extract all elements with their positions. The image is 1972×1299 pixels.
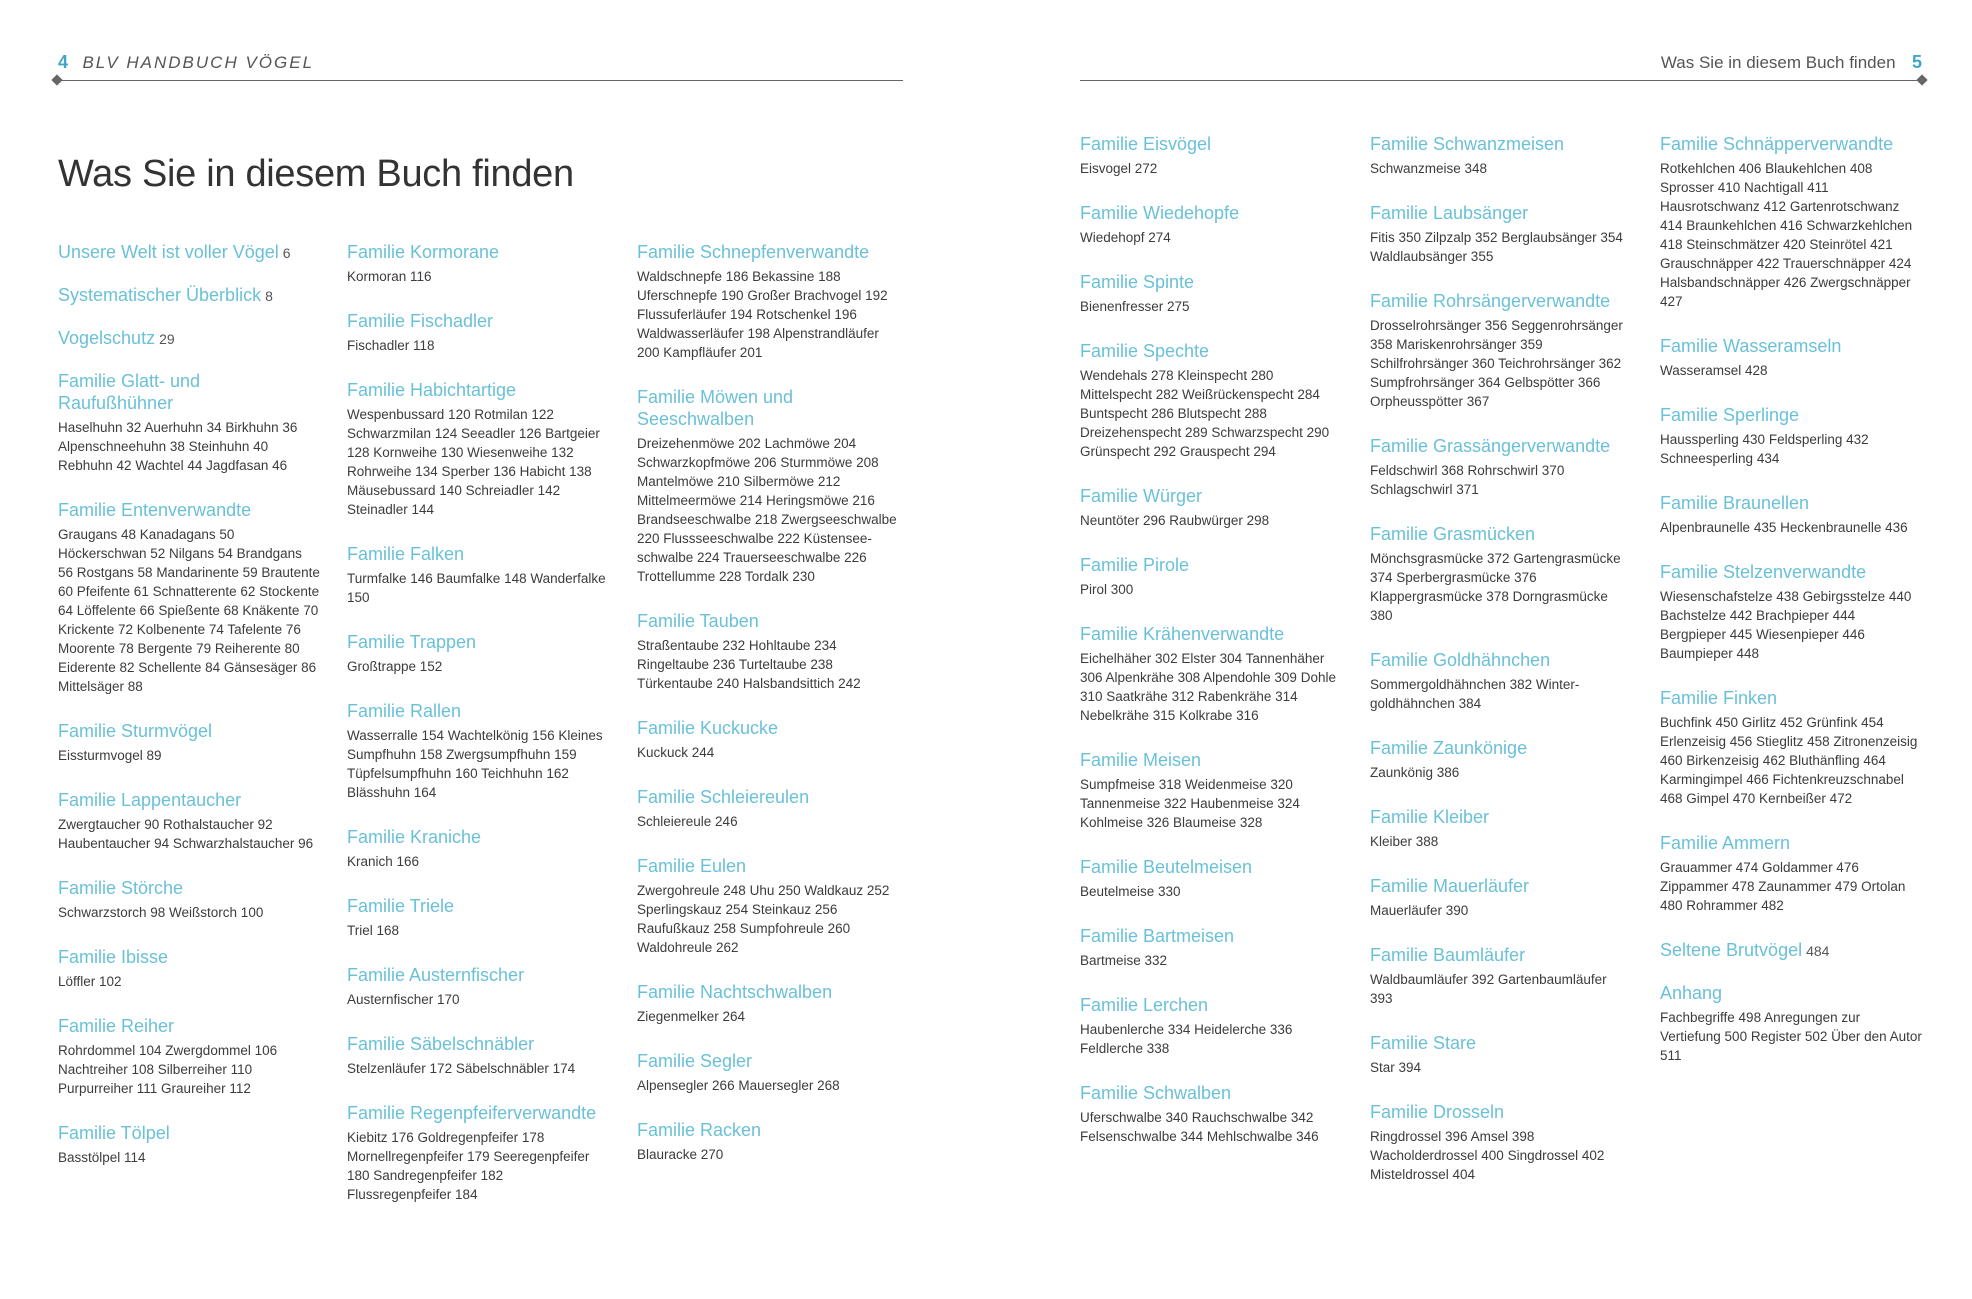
toc-section-title-text: Familie Reiher <box>58 1016 175 1036</box>
toc-section-title <box>1370 202 1632 224</box>
toc-section-title <box>1370 649 1632 671</box>
toc-page-number: 484 <box>1806 943 1830 959</box>
toc-section-title <box>637 981 899 1003</box>
toc-section-title <box>1080 202 1342 224</box>
toc-species-list: Alpenbraunelle 435 Heckenbraunelle 436 <box>1660 520 1908 535</box>
toc-species-list: Grauammer 474 Goldammer 476 Zippammer 478 Zaunammer 479 Ortolan 480 Rohrammer 482 <box>1660 860 1906 913</box>
toc-species-list: Kiebitz 176 Goldregenpfeifer 178 Mornellregenpfeifer 179 Seeregenpfeifer 180 Sandregenpfeifer 182 Flussregenpfeifer 184 <box>347 1130 590 1202</box>
toc-section-title <box>1370 944 1632 966</box>
toc-entry <box>1080 856 1342 901</box>
right-running-header <box>1080 52 1922 82</box>
toc-entry <box>1080 202 1342 247</box>
toc-entry <box>1370 435 1632 499</box>
toc-species-list: Sumpfmeise 318 Weidenmeise 320 Tannenmeise 322 Haubenmeise 324 Kohlmeise 326 Blaumeise 328 <box>1080 777 1300 830</box>
toc-section-title <box>347 1102 609 1124</box>
toc-entry <box>1660 982 1922 1065</box>
toc-entry <box>1660 939 1922 962</box>
toc-section-title <box>637 786 899 808</box>
toc-species-list: Austernfischer 170 <box>347 992 460 1007</box>
toc-section-title-text: Familie Grasmücken <box>1370 524 1536 544</box>
toc-entry <box>58 327 320 350</box>
toc-section-title <box>1660 832 1922 854</box>
toc-section-title <box>637 855 899 877</box>
toc-entry <box>1370 737 1632 782</box>
toc-section-title <box>1080 749 1342 771</box>
toc-section-title <box>1660 687 1922 709</box>
toc-entry <box>1370 806 1632 851</box>
toc-species-list: Graugans 48 Kanadagans 50 Höckerschwan 52 Nilgans 54 Brandgans 56 Rostgans 58 Mandarinente 59 Brautente 60 Pfeifente 61 Schnatterente 62 Stockente 64 Löffelente 66 Spießente 68 Knäkente 70 Krickente 72 Kolbenente 74 Tafelente 76 Moorente 78 Bergente 79 Reiherente 80 Eiderente 82 Schellente 84 Gänsesäger 86 Mittelsäger 88 <box>58 527 320 694</box>
toc-species-list: Drosselrohrsänger 356 Seggenrohrsänger 358 Mariskenrohrsänger 359 Schilfrohrsänger 360 Teichrohrsänger 362 Sumpfrohrsänger 364 Gelbspötter 366 Orpheusspötter 367 <box>1370 318 1623 409</box>
left-column-1 <box>58 241 320 1191</box>
toc-section-title-text: Familie Tauben <box>637 611 759 631</box>
right-column-1 <box>1080 133 1342 1170</box>
toc-section-title <box>637 717 899 739</box>
toc-section-title <box>637 610 899 632</box>
toc-species-list: Mauerläufer 390 <box>1370 903 1469 918</box>
toc-entry <box>1660 335 1922 380</box>
toc-section-title <box>347 895 609 917</box>
toc-entry <box>1080 133 1342 178</box>
toc-species-list: Kormoran 116 <box>347 269 432 284</box>
toc-section-title-text: Familie Schwalben <box>1080 1083 1232 1103</box>
toc-entry <box>637 855 899 957</box>
toc-section-title-text: Familie Zaunkönige <box>1370 738 1528 758</box>
toc-entry <box>58 720 320 765</box>
right-header-rule <box>1080 80 1922 81</box>
toc-section-title-text: Familie Stelzenverwandte <box>1660 562 1867 582</box>
toc-section-title <box>1080 1082 1342 1104</box>
toc-entry <box>1080 554 1342 599</box>
toc-entry <box>637 386 899 586</box>
toc-section-title <box>347 1033 609 1055</box>
toc-section-title <box>58 877 320 899</box>
toc-entry <box>1660 133 1922 311</box>
toc-section-title-text: Familie Segler <box>637 1051 753 1071</box>
toc-species-list: Zaunkönig 386 <box>1370 765 1460 780</box>
toc-section-title-text: Familie Meisen <box>1080 750 1202 770</box>
left-header-rule <box>57 80 903 81</box>
toc-entry <box>347 379 609 519</box>
toc-species-list: Mönchsgrasmücke 372 Gartengrasmücke 374 Sperbergrasmücke 376 Klappergrasmücke 378 Dorngrasmücke 380 <box>1370 551 1621 623</box>
toc-species-list: Schleiereule 246 <box>637 814 738 829</box>
toc-entry <box>1660 404 1922 468</box>
toc-section-title <box>1660 133 1922 155</box>
toc-species-list: Wespenbussard 120 Rotmilan 122 Schwarzmilan 124 Seeadler 126 Bartgeier 128 Kornweihe 130 Wiesenweihe 132 Rohrweihe 134 Sperber 136 Habicht 138 Mäusebussard 140 Schreiadler 142 Steinadler 144 <box>347 407 600 517</box>
toc-entry <box>637 1119 899 1164</box>
toc-entry <box>58 370 320 475</box>
toc-section-title-text: Familie Finken <box>1660 688 1778 708</box>
toc-section-title <box>58 1015 320 1037</box>
toc-species-list: Löffler 102 <box>58 974 122 989</box>
right-running-head-title: Was Sie in diesem Buch finden <box>1660 53 1896 72</box>
toc-species-list: Eissturmvogel 89 <box>58 748 162 763</box>
toc-species-list: Kleiber 388 <box>1370 834 1439 849</box>
toc-section-title <box>347 310 609 332</box>
toc-species-list: Waldschnepfe 186 Bekassine 188 Uferschnepfe 190 Großer Brachvogel 192 Flussuferläufer 194 Rotschenkel 196 Waldwasserläufer 198 Alpenstrandläufer 200 Kampfläufer 201 <box>637 269 888 360</box>
toc-species-list: Pirol 300 <box>1080 582 1134 597</box>
toc-section-title <box>58 720 320 742</box>
toc-species-list: Wasseramsel 428 <box>1660 363 1768 378</box>
toc-section-title-text: Familie Ammern <box>1660 833 1791 853</box>
toc-species-list: Blauracke 270 <box>637 1147 724 1162</box>
toc-section-title-text: Familie Bartmeisen <box>1080 926 1235 946</box>
toc-section-title <box>58 327 320 350</box>
toc-entry <box>1080 623 1342 725</box>
toc-page-number: 8 <box>265 288 273 304</box>
toc-entry <box>637 786 899 831</box>
toc-section-title-text: Familie Trappen <box>347 632 477 652</box>
toc-entry <box>347 543 609 607</box>
toc-species-list: Stelzenläufer 172 Säbelschnäbler 174 <box>347 1061 576 1076</box>
toc-species-list: Turmfalke 146 Baumfalke 148 Wanderfalke 150 <box>347 571 606 605</box>
toc-entry <box>637 1050 899 1095</box>
toc-entry <box>347 826 609 871</box>
right-page <box>986 0 1972 1299</box>
toc-species-list: Star 394 <box>1370 1060 1422 1075</box>
toc-entry <box>347 895 609 940</box>
toc-species-list: Zwergohreule 248 Uhu 250 Waldkauz 252 Sperlingskauz 254 Steinkauz 256 Raufußkauz 258 Sumpfohreule 260 Waldohreule 262 <box>637 883 890 955</box>
toc-section-title <box>1080 925 1342 947</box>
toc-species-list: Beutelmeise 330 <box>1080 884 1181 899</box>
toc-section-title-text: Familie Racken <box>637 1120 762 1140</box>
left-column-2 <box>347 241 609 1228</box>
toc-section-title <box>1660 492 1922 514</box>
toc-section-title-text: Systematischer Überblick <box>58 285 262 305</box>
toc-entry <box>637 717 899 762</box>
toc-section-title-text: Familie Grassängerverwandte <box>1370 436 1611 456</box>
toc-section-title <box>347 964 609 986</box>
toc-species-list: Kuckuck 244 <box>637 745 715 760</box>
toc-section-title <box>1080 485 1342 507</box>
toc-species-list: Bartmeise 332 <box>1080 953 1168 968</box>
toc-section-title <box>58 241 320 264</box>
toc-section-title <box>1370 737 1632 759</box>
toc-entry <box>58 241 320 264</box>
toc-section-title-text: Familie Pirole <box>1080 555 1190 575</box>
toc-section-title <box>637 241 899 263</box>
page-title: Was Sie in diesem Buch finden <box>58 153 574 195</box>
toc-section-title-text: Familie Goldhähnchen <box>1370 650 1551 670</box>
toc-species-list: Buchfink 450 Girlitz 452 Grünfink 454 Erlenzeisig 456 Stieglitz 458 Zitronenzeisig 460 Birkenzeisig 462 Bluthänfling 464 Karmingimpel 466 Fichtenkreuzschnabel 468 Gimpel 470 Kernbeißer 472 <box>1660 715 1918 806</box>
toc-entry <box>1080 340 1342 461</box>
left-running-head-title: BLV HANDBUCH VÖGEL <box>82 53 315 72</box>
toc-species-list: Dreizehenmöwe 202 Lachmöwe 204 Schwarzkopfmöwe 206 Sturmmöwe 208 Mantelmöwe 210 Silbermöwe 212 Mittelmeermöwe 214 Heringsmöwe 216 Brandseeschwalbe 218 Zwergseeschwalbe 220 Flussseeschwalbe 222 Küstenseeschwalbe 224 Trauerseeschwalbe 226 Trottellumme 228 Tordalk 230 <box>637 436 897 584</box>
toc-section-title-text: Familie Schnepfenverwandte <box>637 242 870 262</box>
toc-section-title <box>1660 939 1922 962</box>
toc-section-title-text: Familie Sperlinge <box>1660 405 1800 425</box>
toc-section-title-text: Familie Stare <box>1370 1033 1477 1053</box>
toc-entry <box>1660 561 1922 663</box>
toc-species-list: Kranich 166 <box>347 854 420 869</box>
toc-section-title <box>1080 340 1342 362</box>
toc-entry <box>1370 133 1632 178</box>
toc-species-list: Wasserralle 154 Wachtelkönig 156 Kleines Sumpfhuhn 158 Zwergsumpfhuhn 159 Tüpfelsumpfhuhn 160 Teichhuhn 162 Blässhuhn 164 <box>347 728 603 800</box>
toc-species-list: Großtrappe 152 <box>347 659 443 674</box>
toc-entry <box>1370 944 1632 1008</box>
toc-section-title <box>347 631 609 653</box>
toc-section-title <box>1370 133 1632 155</box>
toc-section-title-text: Familie Entenverwandte <box>58 500 252 520</box>
toc-entry <box>1660 492 1922 537</box>
toc-section-title-text: Familie Kuckucke <box>637 718 779 738</box>
toc-section-title <box>637 1119 899 1141</box>
toc-section-title <box>58 1122 320 1144</box>
toc-section-title-text: Familie Austernfischer <box>347 965 525 985</box>
toc-entry <box>347 241 609 286</box>
toc-section-title <box>58 284 320 307</box>
toc-species-list: Straßentaube 232 Hohltaube 234 Ringeltaube 236 Turteltaube 238 Türkentaube 240 Halsbandsittich 242 <box>637 638 861 691</box>
toc-entry <box>1080 925 1342 970</box>
toc-section-title <box>347 379 609 401</box>
toc-section-title-text: Familie Rallen <box>347 701 462 721</box>
toc-section-title-text: Familie Ibisse <box>58 947 169 967</box>
toc-section-title <box>1370 290 1632 312</box>
toc-species-list: Wiedehopf 274 <box>1080 230 1171 245</box>
toc-entry <box>1080 271 1342 316</box>
toc-section-title-text: Familie Regenpfeiferverwandte <box>347 1103 597 1123</box>
toc-section-title <box>347 241 609 263</box>
toc-species-list: Neuntöter 296 Raubwürger 298 <box>1080 513 1270 528</box>
toc-entry <box>1370 649 1632 713</box>
toc-species-list: Haselhuhn 32 Auerhuhn 34 Birkhuhn 36 Alpenschneehuhn 38 Steinhuhn 40 Rebhuhn 42 Wachtel 44 Jagdfasan 46 <box>58 420 298 473</box>
toc-section-title <box>637 386 899 430</box>
toc-species-list: Eisvogel 272 <box>1080 161 1158 176</box>
toc-species-list: Fitis 350 Zilpzalp 352 Berglaubsänger 354 Waldlaubsänger 355 <box>1370 230 1623 264</box>
toc-section-title-text: Familie Glatt- und Raufußhühner <box>58 371 201 413</box>
toc-species-list: Feldschwirl 368 Rohrschwirl 370 Schlagschwirl 371 <box>1370 463 1565 497</box>
toc-section-title-text: Familie Falken <box>347 544 465 564</box>
toc-entry <box>58 877 320 922</box>
toc-section-title <box>1080 623 1342 645</box>
toc-species-list: Ringdrossel 396 Amsel 398 Wacholderdrossel 400 Singdrossel 402 Misteldrossel 404 <box>1370 1129 1605 1182</box>
toc-section-title <box>1080 133 1342 155</box>
toc-section-title-text: Familie Rohrsängerverwandte <box>1370 291 1611 311</box>
toc-section-title <box>1370 1101 1632 1123</box>
toc-section-title-text: Familie Spechte <box>1080 341 1210 361</box>
toc-entry <box>637 241 899 362</box>
right-column-3 <box>1660 133 1922 1089</box>
toc-section-title <box>1660 561 1922 583</box>
toc-section-title <box>347 826 609 848</box>
toc-section-title <box>1080 856 1342 878</box>
toc-section-title-text: Familie Lappentaucher <box>58 790 242 810</box>
toc-entry <box>1660 832 1922 915</box>
toc-species-list: Bienenfresser 275 <box>1080 299 1190 314</box>
right-page-number: 5 <box>1911 52 1922 72</box>
toc-species-list: Basstölpel 114 <box>58 1150 146 1165</box>
toc-section-title <box>1660 982 1922 1004</box>
toc-section-title <box>1370 523 1632 545</box>
left-running-header <box>58 52 904 82</box>
toc-section-title-text: Familie Eisvögel <box>1080 134 1212 154</box>
toc-section-title <box>347 543 609 565</box>
toc-species-list: Ziegenmelker 264 <box>637 1009 746 1024</box>
right-column-2 <box>1370 133 1632 1208</box>
toc-section-title <box>58 370 320 414</box>
toc-species-list: Uferschwalbe 340 Rauchschwalbe 342 Felsenschwalbe 344 Mehlschwalbe 346 <box>1080 1110 1319 1144</box>
toc-species-list: Wiesenschafstelze 438 Gebirgsstelze 440 Bachstelze 442 Brachpieper 444 Bergpieper 445 Wiesenpieper 446 Baumpieper 448 <box>1660 589 1912 661</box>
toc-section-title-text: Seltene Brutvögel <box>1660 940 1803 960</box>
toc-section-title-text: Familie Kleiber <box>1370 807 1490 827</box>
toc-section-title <box>1080 271 1342 293</box>
toc-entry <box>1370 1101 1632 1184</box>
toc-species-list: Waldbaumläufer 392 Gartenbaumläufer 393 <box>1370 972 1607 1006</box>
toc-section-title <box>1370 875 1632 897</box>
toc-entry <box>1080 1082 1342 1146</box>
toc-entry <box>347 1102 609 1204</box>
toc-section-title-text: Anhang <box>1660 983 1723 1003</box>
toc-entry <box>1370 202 1632 266</box>
toc-species-list: Haubenlerche 334 Heidelerche 336 Feldlerche 338 <box>1080 1022 1293 1056</box>
toc-entry <box>347 631 609 676</box>
toc-entry <box>1080 749 1342 832</box>
toc-entry <box>347 310 609 355</box>
toc-entry <box>1370 1032 1632 1077</box>
toc-entry <box>1370 523 1632 625</box>
toc-species-list: Schwanzmeise 348 <box>1370 161 1488 176</box>
toc-section-title-text: Familie Möwen und Seeschwalben <box>637 387 794 429</box>
toc-entry <box>58 1015 320 1098</box>
toc-species-list: Schwarzstorch 98 Weißstorch 100 <box>58 905 264 920</box>
toc-entry <box>1660 687 1922 808</box>
toc-entry <box>58 946 320 991</box>
toc-section-title <box>58 946 320 968</box>
toc-entry <box>637 981 899 1026</box>
toc-section-title-text: Familie Eulen <box>637 856 747 876</box>
toc-entry <box>637 610 899 693</box>
toc-entry <box>58 284 320 307</box>
toc-section-title-text: Familie Nachtschwalben <box>637 982 833 1002</box>
toc-entry <box>58 789 320 853</box>
toc-section-title <box>1080 554 1342 576</box>
toc-section-title-text: Familie Wiedehopfe <box>1080 203 1240 223</box>
toc-entry <box>347 964 609 1009</box>
toc-section-title <box>637 1050 899 1072</box>
toc-section-title <box>1080 994 1342 1016</box>
toc-species-list: Zwergtaucher 90 Rothalstaucher 92 Haubentaucher 94 Schwarzhalstaucher 96 <box>58 817 314 851</box>
toc-section-title-text: Familie Krähenverwandte <box>1080 624 1285 644</box>
left-column-3 <box>637 241 899 1188</box>
toc-section-title <box>58 789 320 811</box>
toc-entry <box>1370 875 1632 920</box>
toc-species-list: Wendehals 278 Kleinspecht 280 Mittelspecht 282 Weißrückenspecht 284 Buntspecht 286 Blutspecht 288 Dreizehenspecht 289 Schwarzspecht 290 Grünspecht 292 Grauspecht 294 <box>1080 368 1330 459</box>
toc-species-list: Sommergoldhähnchen 382 Wintergoldhähnchen 384 <box>1370 677 1580 711</box>
toc-section-title <box>347 700 609 722</box>
toc-species-list: Rohrdommel 104 Zwergdommel 106 Nachtreiher 108 Silberreiher 110 Purpurreiher 111 Graureiher 112 <box>58 1043 278 1096</box>
toc-section-title-text: Familie Schnäpperverwandte <box>1660 134 1894 154</box>
toc-species-list: Triel 168 <box>347 923 400 938</box>
toc-section-title <box>1370 1032 1632 1054</box>
toc-species-list: Alpensegler 266 Mauersegler 268 <box>637 1078 840 1093</box>
toc-section-title-text: Familie Lerchen <box>1080 995 1209 1015</box>
toc-section-title-text: Unsere Welt ist voller Vögel <box>58 242 279 262</box>
toc-entry <box>58 499 320 696</box>
toc-section-title <box>58 499 320 521</box>
toc-section-title-text: Familie Mauerläufer <box>1370 876 1530 896</box>
toc-section-title-text: Familie Tölpel <box>58 1123 170 1143</box>
toc-section-title-text: Familie Kraniche <box>347 827 482 847</box>
toc-entry <box>58 1122 320 1167</box>
toc-section-title <box>1660 335 1922 357</box>
toc-species-list: Fischadler 118 <box>347 338 435 353</box>
toc-section-title-text: Familie Fischadler <box>347 311 494 331</box>
toc-section-title-text: Familie Baumläufer <box>1370 945 1526 965</box>
toc-section-title-text: Familie Störche <box>58 878 184 898</box>
toc-section-title-text: Familie Schwanzmeisen <box>1370 134 1565 154</box>
toc-entry <box>1080 994 1342 1058</box>
toc-section-title-text: Familie Spinte <box>1080 272 1195 292</box>
toc-species-list: Fachbegriffe 498 Anregungen zur Vertiefung 500 Register 502 Über den Autor 511 <box>1660 1010 1922 1063</box>
toc-section-title-text: Familie Laubsänger <box>1370 203 1529 223</box>
toc-section-title-text: Familie Beutelmeisen <box>1080 857 1253 877</box>
toc-section-title-text: Familie Triele <box>347 896 455 916</box>
toc-section-title-text: Familie Schleiereulen <box>637 787 810 807</box>
toc-section-title <box>1660 404 1922 426</box>
toc-entry <box>1370 290 1632 411</box>
toc-section-title-text: Familie Wasseramseln <box>1660 336 1842 356</box>
left-page-number: 4 <box>58 52 69 72</box>
toc-section-title <box>1370 435 1632 457</box>
toc-entry <box>1080 485 1342 530</box>
toc-section-title-text: Vogelschutz <box>58 328 156 348</box>
toc-section-title-text: Familie Sturmvögel <box>58 721 213 741</box>
toc-section-title-text: Familie Kormorane <box>347 242 500 262</box>
toc-section-title <box>1370 806 1632 828</box>
toc-entry <box>347 700 609 802</box>
toc-species-list: Haussperling 430 Feldsperling 432 Schneesperling 434 <box>1660 432 1869 466</box>
toc-page-number: 29 <box>159 331 175 347</box>
toc-species-list: Eichelhäher 302 Elster 304 Tannenhäher 306 Alpenkrähe 308 Alpendohle 309 Dohle 310 Saatkrähe 312 Rabenkrähe 314 Nebelkrähe 315 Kolkrabe 316 <box>1080 651 1336 723</box>
toc-section-title-text: Familie Braunellen <box>1660 493 1810 513</box>
toc-section-title-text: Familie Säbelschnäbler <box>347 1034 535 1054</box>
toc-section-title-text: Familie Drosseln <box>1370 1102 1505 1122</box>
toc-species-list: Rotkehlchen 406 Blaukehlchen 408 Sprosser 410 Nachtigall 411 Hausrotschwanz 412 Gartenrotschwanz 414 Braunkehlchen 416 Schwarzkehlchen 418 Steinschmätzer 420 Steinrötel 421 Grauschnäpper 422 Trauerschnäpper 424 Halsbandschnäpper 426 Zwergschnäpper 427 <box>1660 161 1913 309</box>
toc-section-title-text: Familie Würger <box>1080 486 1203 506</box>
toc-page-number: 6 <box>282 245 291 261</box>
toc-section-title-text: Familie Habichtartige <box>347 380 517 400</box>
toc-entry <box>347 1033 609 1078</box>
